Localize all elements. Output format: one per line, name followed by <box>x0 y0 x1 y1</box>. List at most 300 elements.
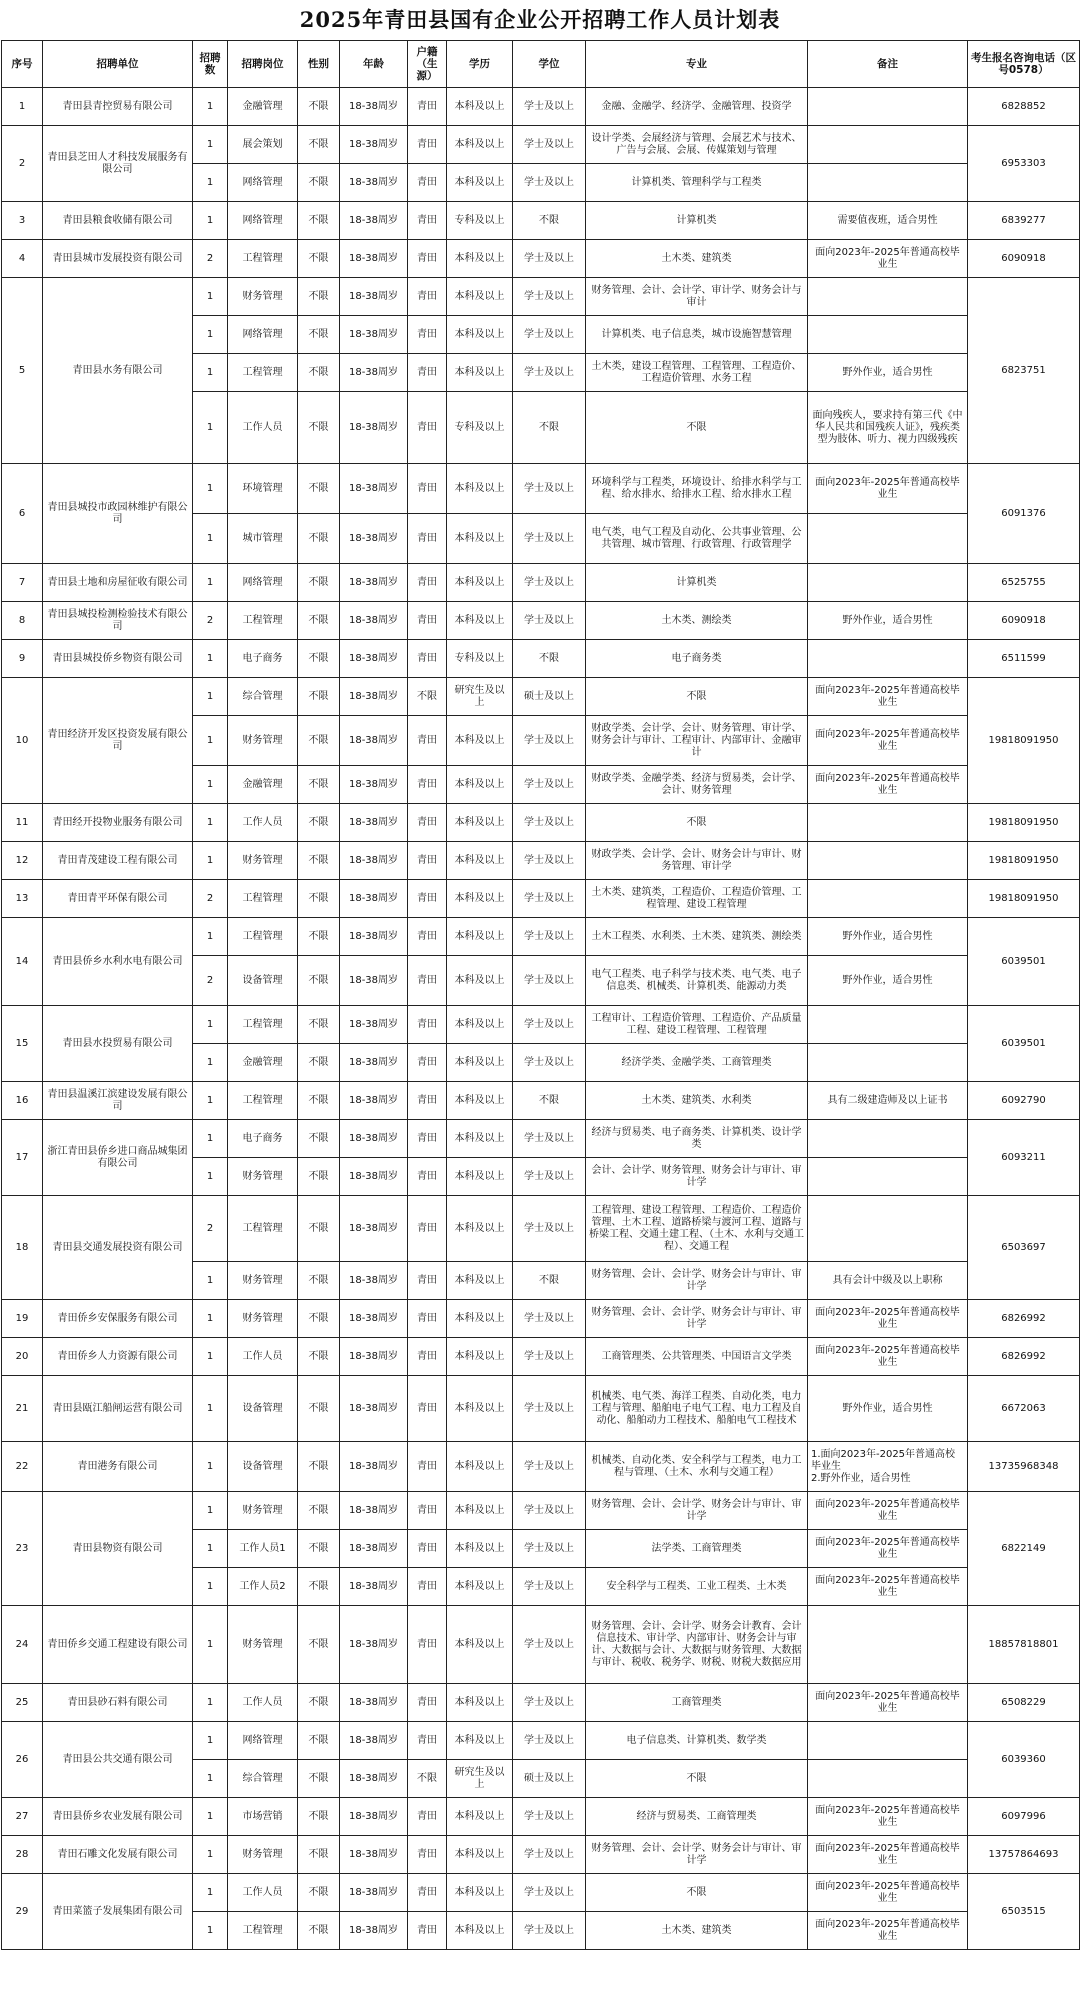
cell-degree: 学士及以上 <box>513 1798 586 1836</box>
cell-gender: 不限 <box>298 88 340 126</box>
cell-gender: 不限 <box>298 1722 340 1760</box>
cell-count: 1 <box>193 126 228 164</box>
cell-note: 面向2023年-2025年普通高校毕业生 <box>808 1300 968 1338</box>
cell-note <box>808 1158 968 1196</box>
cell-count: 1 <box>193 766 228 804</box>
cell-count: 1 <box>193 716 228 766</box>
cell-note <box>808 164 968 202</box>
cell-major: 会计、会计学、财务管理、财务会计与审计、审计学 <box>586 1158 808 1196</box>
cell-note <box>808 880 968 918</box>
table-row <box>2 1120 1080 1158</box>
cell-unit: 青田县土地和房屋征收有限公司 <box>43 564 193 602</box>
cell-major: 财务管理、会计、会计学、财务会计教育、会计信息技术、审计学、内部审计、财务会计与审计、大数据与会计、大数据与财务管理、大数据与审计、税收、税务学、财税、财税大数据应用 <box>586 1606 808 1684</box>
cell-no: 12 <box>2 842 43 880</box>
cell-note: 面向2023年-2025年普通高校毕业生 <box>808 716 968 766</box>
cell-note: 具有二级建造师及以上证书 <box>808 1082 968 1120</box>
cell-note: 面向2023年-2025年普通高校毕业生 <box>808 678 968 716</box>
cell-age: 18-38周岁 <box>340 880 408 918</box>
cell-phone: 6090918 <box>968 240 1080 278</box>
cell-age: 18-38周岁 <box>340 1684 408 1722</box>
cell-age: 18-38周岁 <box>340 316 408 354</box>
header-note: 备注 <box>808 41 968 88</box>
cell-major: 电子信息类、计算机类、数学类 <box>586 1722 808 1760</box>
cell-age: 18-38周岁 <box>340 602 408 640</box>
cell-major: 工商管理类、公共管理类、中国语言文学类 <box>586 1338 808 1376</box>
cell-education: 本科及以上 <box>447 164 513 202</box>
cell-degree: 学士及以上 <box>513 1568 586 1606</box>
cell-education: 本科及以上 <box>447 514 513 564</box>
cell-unit: 青田县侨乡农业发展有限公司 <box>43 1798 193 1836</box>
cell-unit: 青田青茂建设工程有限公司 <box>43 842 193 880</box>
cell-count: 1 <box>193 1300 228 1338</box>
header-major: 专业 <box>586 41 808 88</box>
cell-note <box>808 514 968 564</box>
cell-degree: 学士及以上 <box>513 164 586 202</box>
cell-degree: 学士及以上 <box>513 240 586 278</box>
cell-no: 8 <box>2 602 43 640</box>
cell-gender: 不限 <box>298 464 340 514</box>
cell-degree: 学士及以上 <box>513 1530 586 1568</box>
cell-unit: 青田县粮食收储有限公司 <box>43 202 193 240</box>
cell-degree: 学士及以上 <box>513 716 586 766</box>
cell-degree: 学士及以上 <box>513 1338 586 1376</box>
cell-education: 本科及以上 <box>447 766 513 804</box>
cell-age: 18-38周岁 <box>340 1158 408 1196</box>
cell-post: 网络管理 <box>228 564 298 602</box>
cell-count: 1 <box>193 88 228 126</box>
cell-post: 工程管理 <box>228 1082 298 1120</box>
cell-count: 1 <box>193 1874 228 1912</box>
cell-major: 土木类、建筑类 <box>586 240 808 278</box>
cell-unit: 青田县芝田人才科技发展服务有限公司 <box>43 126 193 202</box>
cell-count: 1 <box>193 918 228 956</box>
table-row <box>2 640 1080 678</box>
cell-no: 25 <box>2 1684 43 1722</box>
table-row <box>2 880 1080 918</box>
cell-age: 18-38周岁 <box>340 1196 408 1262</box>
cell-no: 9 <box>2 640 43 678</box>
cell-no: 21 <box>2 1376 43 1442</box>
cell-phone: 6091376 <box>968 464 1080 564</box>
cell-age: 18-38周岁 <box>340 240 408 278</box>
cell-phone: 6097996 <box>968 1798 1080 1836</box>
cell-count: 1 <box>193 678 228 716</box>
cell-count: 1 <box>193 1798 228 1836</box>
cell-count: 1 <box>193 392 228 464</box>
header-education: 学历 <box>447 41 513 88</box>
cell-age: 18-38周岁 <box>340 1530 408 1568</box>
cell-post: 设备管理 <box>228 956 298 1006</box>
cell-age: 18-38周岁 <box>340 564 408 602</box>
table-row <box>2 88 1080 126</box>
cell-education: 本科及以上 <box>447 842 513 880</box>
cell-gender: 不限 <box>298 1874 340 1912</box>
cell-age: 18-38周岁 <box>340 1376 408 1442</box>
cell-unit: 浙江青田县侨乡进口商品城集团有限公司 <box>43 1120 193 1196</box>
cell-education: 本科及以上 <box>447 464 513 514</box>
cell-huji: 青田 <box>408 716 447 766</box>
cell-education: 本科及以上 <box>447 354 513 392</box>
cell-major: 经济与贸易类、工商管理类 <box>586 1798 808 1836</box>
cell-major: 土木类、建筑类、水利类 <box>586 1082 808 1120</box>
cell-age: 18-38周岁 <box>340 464 408 514</box>
cell-note: 1.面向2023年-2025年普通高校毕业生 2.野外作业，适合男性 <box>808 1442 968 1492</box>
cell-phone: 19818091950 <box>968 678 1080 804</box>
cell-note: 具有会计中级及以上职称 <box>808 1262 968 1300</box>
cell-degree: 学士及以上 <box>513 1300 586 1338</box>
cell-degree: 学士及以上 <box>513 1044 586 1082</box>
cell-note: 面向残疾人，要求持有第三代《中华人民共和国残疾人证》，残疾类型为肢体、听力、视力四级残疾 <box>808 392 968 464</box>
cell-post: 工作人员 <box>228 392 298 464</box>
cell-degree: 学士及以上 <box>513 1158 586 1196</box>
cell-count: 1 <box>193 1606 228 1684</box>
cell-post: 网络管理 <box>228 164 298 202</box>
cell-note <box>808 1120 968 1158</box>
cell-note: 野外作业，适合男性 <box>808 354 968 392</box>
cell-unit: 青田石雕文化发展有限公司 <box>43 1836 193 1874</box>
cell-age: 18-38周岁 <box>340 1722 408 1760</box>
table-row <box>2 202 1080 240</box>
cell-education: 专科及以上 <box>447 202 513 240</box>
cell-no: 20 <box>2 1338 43 1376</box>
cell-post: 工作人员1 <box>228 1530 298 1568</box>
cell-huji: 青田 <box>408 1082 447 1120</box>
cell-note <box>808 1006 968 1044</box>
cell-count: 1 <box>193 564 228 602</box>
cell-post: 工程管理 <box>228 354 298 392</box>
cell-gender: 不限 <box>298 1568 340 1606</box>
cell-note <box>808 1606 968 1684</box>
cell-phone: 6090918 <box>968 602 1080 640</box>
cell-no: 24 <box>2 1606 43 1684</box>
cell-unit: 青田县砂石料有限公司 <box>43 1684 193 1722</box>
cell-unit: 青田侨乡交通工程建设有限公司 <box>43 1606 193 1684</box>
header-phone: 考生报名咨询电话（区号0578） <box>968 41 1080 88</box>
cell-major: 工商管理类 <box>586 1684 808 1722</box>
cell-degree: 学士及以上 <box>513 880 586 918</box>
cell-note <box>808 640 968 678</box>
cell-major: 金融、金融学、经济学、金融管理、投资学 <box>586 88 808 126</box>
cell-education: 本科及以上 <box>447 1912 513 1950</box>
table-row <box>2 1606 1080 1684</box>
cell-note: 面向2023年-2025年普通高校毕业生 <box>808 1798 968 1836</box>
cell-no: 15 <box>2 1006 43 1082</box>
cell-education: 本科及以上 <box>447 880 513 918</box>
cell-major: 设计学类、会展经济与管理、会展艺术与技术、广告与会展、会展、传媒策划与管理 <box>586 126 808 164</box>
cell-post: 工程管理 <box>228 240 298 278</box>
cell-no: 13 <box>2 880 43 918</box>
cell-degree: 学士及以上 <box>513 602 586 640</box>
cell-huji: 青田 <box>408 1492 447 1530</box>
cell-huji: 青田 <box>408 918 447 956</box>
cell-post: 财务管理 <box>228 1492 298 1530</box>
cell-degree: 硕士及以上 <box>513 678 586 716</box>
cell-education: 本科及以上 <box>447 1722 513 1760</box>
cell-gender: 不限 <box>298 716 340 766</box>
cell-note <box>808 88 968 126</box>
cell-gender: 不限 <box>298 202 340 240</box>
cell-age: 18-38周岁 <box>340 1006 408 1044</box>
cell-degree: 学士及以上 <box>513 316 586 354</box>
cell-huji: 青田 <box>408 1044 447 1082</box>
cell-major: 计算机类、电子信息类，城市设施智慧管理 <box>586 316 808 354</box>
cell-phone: 6503697 <box>968 1196 1080 1300</box>
cell-education: 本科及以上 <box>447 1082 513 1120</box>
cell-phone: 6822149 <box>968 1492 1080 1606</box>
cell-post: 综合管理 <box>228 678 298 716</box>
cell-unit: 青田县城投检测检验技术有限公司 <box>43 602 193 640</box>
cell-degree: 学士及以上 <box>513 1722 586 1760</box>
cell-no: 14 <box>2 918 43 1006</box>
cell-huji: 青田 <box>408 1442 447 1492</box>
cell-huji: 青田 <box>408 1006 447 1044</box>
cell-note <box>808 1044 968 1082</box>
cell-phone: 6508229 <box>968 1684 1080 1722</box>
cell-gender: 不限 <box>298 602 340 640</box>
cell-phone: 6092790 <box>968 1082 1080 1120</box>
cell-unit: 青田县青控贸易有限公司 <box>43 88 193 126</box>
cell-gender: 不限 <box>298 1684 340 1722</box>
cell-count: 1 <box>193 278 228 316</box>
cell-unit: 青田县水投贸易有限公司 <box>43 1006 193 1082</box>
cell-count: 2 <box>193 240 228 278</box>
cell-degree: 学士及以上 <box>513 842 586 880</box>
cell-count: 1 <box>193 1082 228 1120</box>
cell-unit: 青田县瓯江船闸运营有限公司 <box>43 1376 193 1442</box>
cell-post: 电子商务 <box>228 1120 298 1158</box>
cell-degree: 学士及以上 <box>513 1874 586 1912</box>
cell-count: 1 <box>193 1760 228 1798</box>
cell-huji: 青田 <box>408 804 447 842</box>
cell-note <box>808 278 968 316</box>
cell-post: 财务管理 <box>228 842 298 880</box>
cell-gender: 不限 <box>298 564 340 602</box>
cell-huji: 青田 <box>408 392 447 464</box>
cell-unit: 青田县交通发展投资有限公司 <box>43 1196 193 1300</box>
cell-gender: 不限 <box>298 1606 340 1684</box>
cell-note: 面向2023年-2025年普通高校毕业生 <box>808 1568 968 1606</box>
cell-gender: 不限 <box>298 640 340 678</box>
cell-count: 1 <box>193 316 228 354</box>
header-count: 招聘数 <box>193 41 228 88</box>
cell-degree: 学士及以上 <box>513 354 586 392</box>
cell-note <box>808 1196 968 1262</box>
cell-education: 本科及以上 <box>447 1530 513 1568</box>
cell-education: 本科及以上 <box>447 1044 513 1082</box>
cell-degree: 不限 <box>513 202 586 240</box>
cell-phone: 6503515 <box>968 1874 1080 1950</box>
cell-no: 28 <box>2 1836 43 1874</box>
cell-gender: 不限 <box>298 1262 340 1300</box>
cell-count: 1 <box>193 1912 228 1950</box>
cell-gender: 不限 <box>298 1760 340 1798</box>
cell-post: 展会策划 <box>228 126 298 164</box>
cell-degree: 学士及以上 <box>513 766 586 804</box>
cell-age: 18-38周岁 <box>340 1262 408 1300</box>
cell-phone: 19818091950 <box>968 804 1080 842</box>
cell-phone: 6839277 <box>968 202 1080 240</box>
header-post: 招聘岗位 <box>228 41 298 88</box>
cell-gender: 不限 <box>298 164 340 202</box>
cell-age: 18-38周岁 <box>340 1836 408 1874</box>
cell-education: 本科及以上 <box>447 1300 513 1338</box>
cell-education: 本科及以上 <box>447 1568 513 1606</box>
cell-gender: 不限 <box>298 1158 340 1196</box>
cell-degree: 学士及以上 <box>513 1196 586 1262</box>
cell-degree: 学士及以上 <box>513 1912 586 1950</box>
cell-education: 本科及以上 <box>447 1684 513 1722</box>
cell-phone: 6039501 <box>968 1006 1080 1082</box>
table-row <box>2 804 1080 842</box>
cell-major: 财务管理、会计、会计学、财务会计与审计、审计学 <box>586 1492 808 1530</box>
cell-major: 法学类、工商管理类 <box>586 1530 808 1568</box>
cell-post: 环境管理 <box>228 464 298 514</box>
cell-huji: 青田 <box>408 240 447 278</box>
table-row <box>2 1082 1080 1120</box>
cell-huji: 青田 <box>408 1684 447 1722</box>
cell-unit: 青田县侨乡水利水电有限公司 <box>43 918 193 1006</box>
cell-huji: 青田 <box>408 126 447 164</box>
cell-no: 1 <box>2 88 43 126</box>
table-row <box>2 464 1080 514</box>
cell-no: 16 <box>2 1082 43 1120</box>
cell-count: 1 <box>193 1044 228 1082</box>
cell-phone: 6828852 <box>968 88 1080 126</box>
cell-unit: 青田港务有限公司 <box>43 1442 193 1492</box>
cell-note <box>808 1760 968 1798</box>
cell-age: 18-38周岁 <box>340 278 408 316</box>
cell-count: 1 <box>193 1722 228 1760</box>
table-header-row <box>2 41 1080 88</box>
cell-post: 城市管理 <box>228 514 298 564</box>
cell-gender: 不限 <box>298 514 340 564</box>
cell-degree: 学士及以上 <box>513 918 586 956</box>
cell-huji: 青田 <box>408 354 447 392</box>
cell-post: 工作人员 <box>228 1338 298 1376</box>
cell-education: 本科及以上 <box>447 1158 513 1196</box>
cell-education: 本科及以上 <box>447 1262 513 1300</box>
cell-no: 7 <box>2 564 43 602</box>
header-no: 序号 <box>2 41 43 88</box>
cell-education: 本科及以上 <box>447 1836 513 1874</box>
cell-education: 本科及以上 <box>447 716 513 766</box>
cell-huji: 青田 <box>408 1606 447 1684</box>
cell-age: 18-38周岁 <box>340 126 408 164</box>
cell-post: 工作人员 <box>228 1874 298 1912</box>
cell-post: 网络管理 <box>228 1722 298 1760</box>
cell-unit: 青田县水务有限公司 <box>43 278 193 464</box>
cell-no: 6 <box>2 464 43 564</box>
cell-degree: 学士及以上 <box>513 514 586 564</box>
cell-education: 专科及以上 <box>447 640 513 678</box>
table-row <box>2 1376 1080 1442</box>
cell-note <box>808 842 968 880</box>
cell-unit: 青田经济开发区投资发展有限公司 <box>43 678 193 804</box>
cell-age: 18-38周岁 <box>340 766 408 804</box>
table-row <box>2 278 1080 316</box>
table-row <box>2 1338 1080 1376</box>
cell-education: 本科及以上 <box>447 1874 513 1912</box>
cell-major: 土木类，建设工程管理、工程管理、工程造价、工程造价管理、水务工程 <box>586 354 808 392</box>
cell-education: 本科及以上 <box>447 88 513 126</box>
cell-major: 不限 <box>586 392 808 464</box>
cell-count: 1 <box>193 1376 228 1442</box>
cell-major: 电气类，电气工程及自动化、公共事业管理、公共管理、城市管理、行政管理、行政管理学 <box>586 514 808 564</box>
cell-post: 工作人员 <box>228 1684 298 1722</box>
cell-gender: 不限 <box>298 1442 340 1492</box>
cell-gender: 不限 <box>298 126 340 164</box>
cell-post: 财务管理 <box>228 1158 298 1196</box>
cell-count: 1 <box>193 1262 228 1300</box>
cell-unit: 青田县公共交通有限公司 <box>43 1722 193 1798</box>
cell-phone: 6511599 <box>968 640 1080 678</box>
cell-count: 1 <box>193 514 228 564</box>
table-row <box>2 1300 1080 1338</box>
cell-count: 1 <box>193 354 228 392</box>
cell-degree: 学士及以上 <box>513 1684 586 1722</box>
cell-degree: 学士及以上 <box>513 1836 586 1874</box>
cell-post: 网络管理 <box>228 202 298 240</box>
cell-education: 本科及以上 <box>447 918 513 956</box>
cell-gender: 不限 <box>298 392 340 464</box>
recruitment-table <box>1 40 1080 1950</box>
cell-education: 本科及以上 <box>447 1606 513 1684</box>
cell-huji: 青田 <box>408 1196 447 1262</box>
table-row <box>2 240 1080 278</box>
cell-gender: 不限 <box>298 842 340 880</box>
cell-degree: 学士及以上 <box>513 804 586 842</box>
cell-phone: 6039360 <box>968 1722 1080 1798</box>
cell-gender: 不限 <box>298 1530 340 1568</box>
cell-no: 5 <box>2 278 43 464</box>
cell-no: 26 <box>2 1722 43 1798</box>
cell-no: 29 <box>2 1874 43 1950</box>
cell-unit: 青田县城投市政园林维护有限公司 <box>43 464 193 564</box>
cell-gender: 不限 <box>298 1376 340 1442</box>
cell-age: 18-38周岁 <box>340 1874 408 1912</box>
cell-huji: 青田 <box>408 1568 447 1606</box>
cell-note: 面向2023年-2025年普通高校毕业生 <box>808 1492 968 1530</box>
cell-gender: 不限 <box>298 1300 340 1338</box>
cell-unit: 青田经开投物业服务有限公司 <box>43 804 193 842</box>
cell-no: 4 <box>2 240 43 278</box>
cell-major: 不限 <box>586 1760 808 1798</box>
cell-huji: 不限 <box>408 1760 447 1798</box>
cell-gender: 不限 <box>298 1798 340 1836</box>
cell-gender: 不限 <box>298 1044 340 1082</box>
cell-major: 电子商务类 <box>586 640 808 678</box>
cell-no: 3 <box>2 202 43 240</box>
cell-count: 1 <box>193 1120 228 1158</box>
cell-education: 研究生及以上 <box>447 678 513 716</box>
cell-post: 综合管理 <box>228 1760 298 1798</box>
cell-post: 金融管理 <box>228 766 298 804</box>
cell-age: 18-38周岁 <box>340 392 408 464</box>
cell-post: 设备管理 <box>228 1376 298 1442</box>
cell-education: 本科及以上 <box>447 316 513 354</box>
cell-post: 工程管理 <box>228 880 298 918</box>
cell-age: 18-38周岁 <box>340 1082 408 1120</box>
cell-education: 本科及以上 <box>447 126 513 164</box>
cell-age: 18-38周岁 <box>340 1492 408 1530</box>
cell-education: 本科及以上 <box>447 564 513 602</box>
cell-unit: 青田县物资有限公司 <box>43 1492 193 1606</box>
cell-count: 1 <box>193 842 228 880</box>
cell-huji: 青田 <box>408 842 447 880</box>
cell-gender: 不限 <box>298 804 340 842</box>
cell-note <box>808 564 968 602</box>
cell-note: 野外作业，适合男性 <box>808 1376 968 1442</box>
